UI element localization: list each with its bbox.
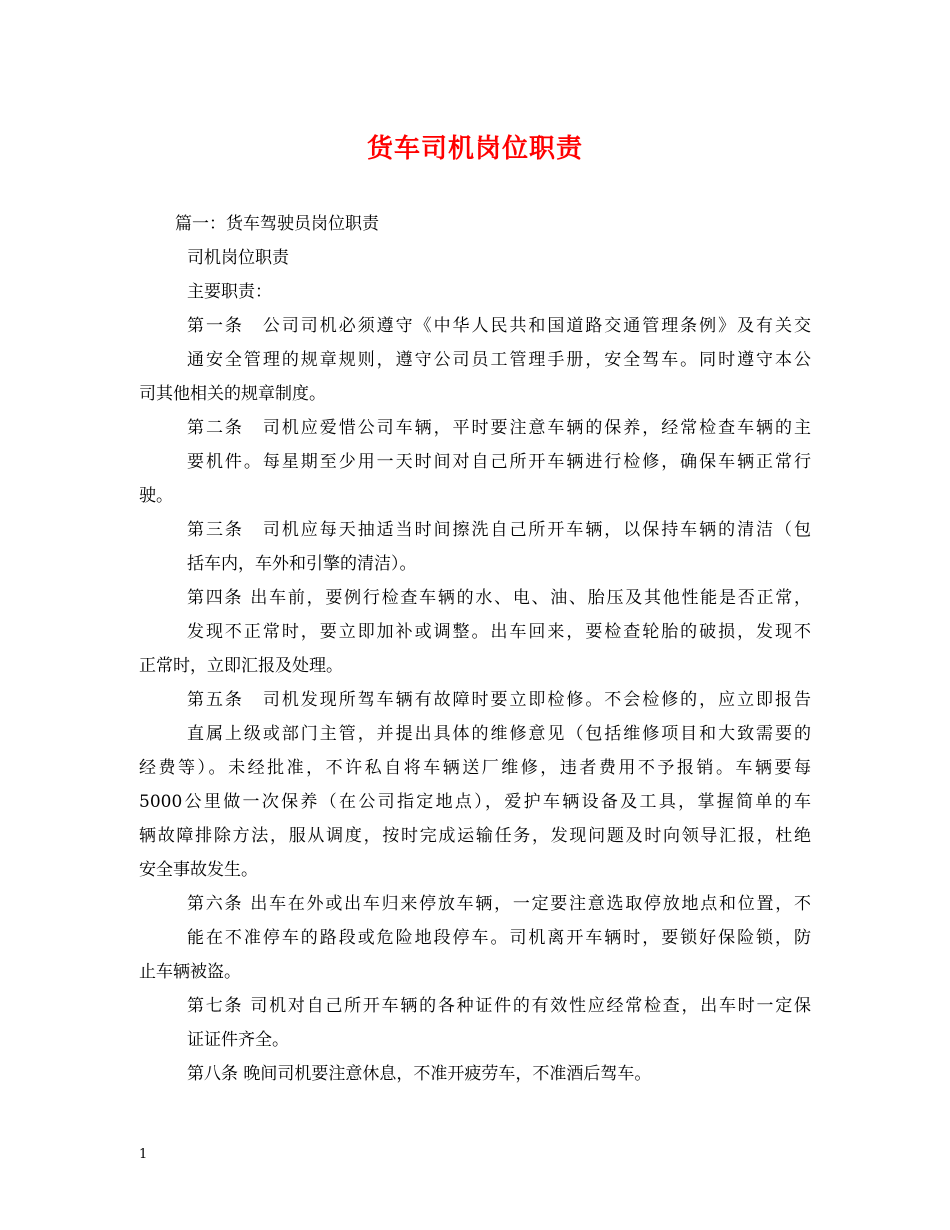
article-line: 证证件齐全。 <box>187 1030 289 1050</box>
article-line: 安全事故发生。 <box>139 860 258 880</box>
page-number: 1 <box>139 1147 148 1162</box>
article-line: 第二条 司机应爱惜公司车辆，平时要注意车辆的保养，经常检查车辆的主 <box>187 418 811 438</box>
article-line: 直属上级或部门主管，并提出具体的维修意见（包括维修项目和大致需要的 <box>187 724 811 744</box>
article-line: 驶。 <box>139 486 173 506</box>
section-heading: 篇一：货车驾驶员岗位职责 <box>175 214 379 234</box>
article-line: 第三条 司机应每天抽适当时间擦洗自己所开车辆，以保持车辆的清洁（包 <box>187 520 811 540</box>
article-line: 第六条 出车在外或出车归来停放车辆，一定要注意选取停放地点和位置，不 <box>187 894 811 914</box>
article-line: 止车辆被盗。 <box>139 962 241 982</box>
article-line: 辆故障排除方法，服从调度，按时完成运输任务，发现问题及时向领导汇报，杜绝 <box>139 826 811 846</box>
article-line: 正常时，立即汇报及处理。 <box>139 656 343 676</box>
article-line: 能在不准停车的路段或危险地段停车。司机离开车辆时，要锁好保险锁，防 <box>187 928 811 948</box>
subheading: 主要职责： <box>187 282 272 302</box>
article-line: 括车内，车外和引擎的清洁）。 <box>187 554 417 574</box>
article-line: 经费等）。未经批准，不许私自将车辆送厂维修，违者费用不予报销。车辆要每 <box>139 758 811 778</box>
document-body <box>139 207 811 1091</box>
subheading: 司机岗位职责 <box>187 248 289 268</box>
article-line: 第七条 司机对自己所开车辆的各种证件的有效性应经常检查，出车时一定保 <box>187 996 811 1016</box>
article-line: 要机件。每星期至少用一天时间对自己所开车辆进行检修，确保车辆正常行 <box>187 452 811 472</box>
document-title: 货车司机岗位职责 <box>366 134 583 164</box>
article-line: 第一条 公司司机必须遵守《中华人民共和国道路交通管理条例》及有关交 <box>187 316 811 336</box>
article-line: 第四条 出车前，要例行检查车辆的水、电、油、胎压及其他性能是否正常， <box>187 588 811 608</box>
article-line: 第五条 司机发现所驾车辆有故障时要立即检修。不会检修的，应立即报告 <box>187 690 811 710</box>
article-line: 司其他相关的规章制度。 <box>139 384 326 404</box>
article-line: 5000公里做一次保养（在公司指定地点），爱护车辆设备及工具，掌握简单的车 <box>139 792 811 812</box>
article-line: 发现不正常时，要立即加补或调整。出车回来，要检查轮胎的破损，发现不 <box>187 622 811 642</box>
article-line: 第八条 晚间司机要注意休息，不准开疲劳车，不准酒后驾车。 <box>187 1064 652 1084</box>
article-line: 通安全管理的规章规则，遵守公司员工管理手册，安全驾车。同时遵守本公 <box>187 350 811 370</box>
